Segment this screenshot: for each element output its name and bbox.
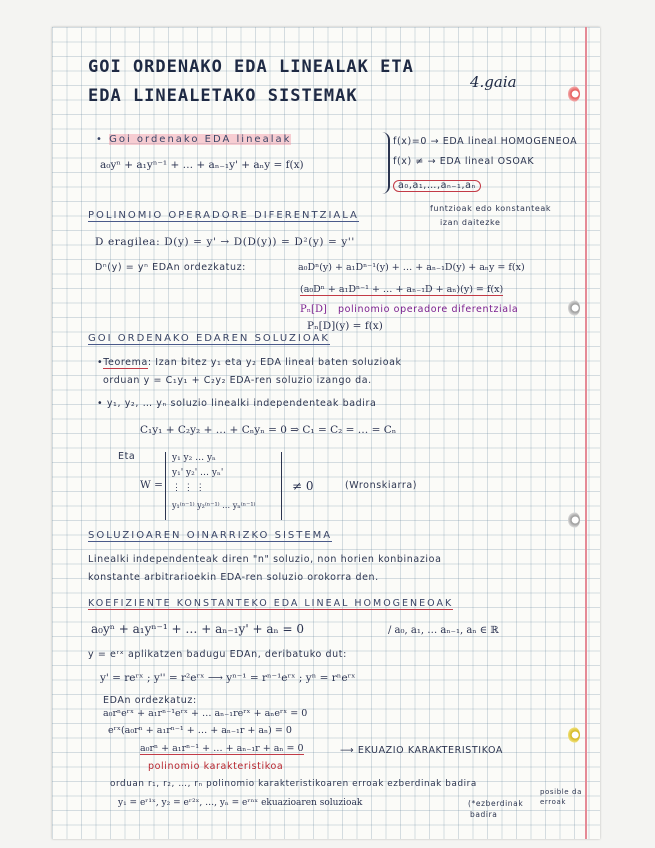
determinant-left-bar [165, 452, 170, 520]
exponential-try-text: y = eʳˣ aplikatzen badugu EDAn, deribatuko dut: [88, 649, 347, 660]
coefficients-note-1: funtzioak edo konstanteak [430, 204, 552, 213]
coefficients-real: / a₀, a₁, … aₙ₋₁, aₙ ∈ ℝ [388, 625, 499, 636]
det-row-2: y₁' y₂' … yₙ' [172, 468, 224, 478]
coefficients-note-2: izan daitezke [440, 218, 501, 227]
page-title-line2: EDA LINEALETAKO SISTEMAK [88, 86, 358, 106]
determinant-right-bar [277, 452, 282, 520]
teorema-label: Teorema [103, 357, 148, 368]
pn-name: polinomio operadore diferentziala [338, 304, 519, 315]
binder-hole [568, 300, 580, 316]
characteristic-equation: a₀rⁿ + a₁rⁿ⁻¹ + … + aₙ₋₁r + aₙ = 0 [140, 743, 304, 754]
general-linear-ode: a₀yⁿ + a₁yⁿ⁻¹ + … + aₙ₋₁y' + aₙy = f(x) [100, 159, 304, 171]
operator-form-boxed: (a₀Dⁿ + a₁Dⁿ⁻¹ + … + aₙ₋₁D + aₙ)(y) = f(x) [300, 284, 504, 295]
characteristic-polynomial-label: polinomio karakteristikoa [148, 761, 284, 772]
section-heading-1-text: Goi ordenako EDA linealak [109, 134, 292, 145]
teorema-line-1: •Teorema: Izan bitez y₁ eta y₂ EDA lineal baten soluzioak [97, 357, 402, 368]
eta-label: Eta [118, 451, 136, 462]
homogeneous-const-ode: a₀yⁿ + a₁yⁿ⁻¹ + … + aₙ₋₁y' + aₙ = 0 [91, 622, 304, 636]
section-heading-5: KOEFIZIENTE KONSTANTEKO EDA LINEAL HOMOGENEOAK [88, 598, 454, 609]
case-complete: f(x) ≠ → EDA lineal OSOAK [393, 156, 535, 167]
fundamental-system-text-1: Linealki independenteak diren "n" soluzio, non horien konbinazioa [88, 554, 442, 565]
section-heading-3: GOI ORDENAKO EDAREN SOLUZIOAK [88, 333, 330, 344]
independence-line: • y₁, y₂, … yₙ soluzio linealki independenteak badira [97, 398, 377, 409]
characteristic-equation-name: EKUAZIO KARAKTERISTIKOA [357, 745, 504, 756]
det-row-3: ⋮ ⋮ ⋮ [172, 483, 205, 493]
side-note-2: erroak [540, 798, 567, 806]
derivatives-line: y' = reʳˣ ; y'' = r²eʳˣ ⟶ yⁿ⁻¹ = rⁿ⁻¹eʳˣ ; yⁿ = rⁿeʳˣ [100, 672, 356, 684]
pn-label: Pₙ[D] [300, 304, 327, 315]
section-heading-2: POLINOMIO OPERADORE DIFERENTZIALA [88, 210, 359, 221]
substitution-label: EDAn ordezkatuz: [103, 695, 197, 706]
page-title-line1: GOI ORDENAKO EDA LINEALAK ETA [88, 57, 414, 77]
distinct-note: (*ezberdinak [468, 799, 524, 808]
teorema-text-2: orduan y = C₁y₁ + C₂y₂ EDA-ren soluzio izango da. [103, 375, 372, 386]
binder-hole [568, 512, 580, 528]
teorema-text-1: : Izan bitez y₁ eta y₂ EDA lineal baten soluzioak [147, 357, 402, 368]
substitution-2: eʳˣ(a₀rⁿ + a₁rⁿ⁻¹ + … + aₙ₋₁r + aₙ) = 0 [108, 725, 292, 736]
wronskian-label: W = [140, 479, 163, 491]
linear-combination: C₁y₁ + C₂y₂ + … + Cₙyₙ = 0 ⇒ C₁ = C₂ = … = Cₙ [140, 424, 397, 436]
case-homogeneous: f(x)=0 → EDA lineal HOMOGENEOA [393, 136, 578, 147]
dn-substitution-expr: a₀Dⁿ(y) + a₁Dⁿ⁻¹(y) + … + aₙ₋₁D(y) + aₙy = f(x) [298, 262, 525, 273]
characteristic-equation-label: ⟶ EKUAZIO KARAKTERISTIKOA [340, 745, 504, 756]
solutions-line: y₁ = eʳ¹ˣ, y₂ = eʳ²ˣ, …, yₙ = eʳⁿˣ ekuazioaren soluzioak [118, 798, 363, 808]
wronskiarra-label: (Wronskiarra) [345, 480, 418, 491]
distinct-note-2: badira [470, 810, 498, 819]
nonzero-sign: ≠ 0 [292, 479, 314, 493]
binder-hole [568, 727, 580, 743]
section-heading-1: • Goi ordenako EDA linealak [96, 134, 292, 145]
independence-text: y₁, y₂, … yₙ soluzio linealki independenteak badira [106, 398, 377, 409]
substitution-1: a₀rⁿeʳˣ + a₁rⁿ⁻¹eʳˣ + … aₙ₋₁reʳˣ + aₙeʳˣ = 0 [103, 708, 308, 719]
coefficients-box: a₀,a₁,…,aₙ₋₁,aₙ [393, 180, 481, 192]
dn-substitution-label: Dⁿ(y) = yⁿ EDAn ordezkatuz: [95, 262, 246, 273]
right-brace [380, 132, 390, 194]
det-row-1: y₁ y₂ … yₙ [172, 453, 216, 463]
chapter-label: 4.gaia [470, 73, 517, 91]
margin-line [585, 27, 587, 839]
pn-equation: Pₙ[D](y) = f(x) [307, 320, 383, 332]
d-operator-line: D eragilea: D(y) = y' → D(D(y)) = D²(y) = y'' [95, 236, 355, 248]
det-row-4: y₁⁽ⁿ⁻¹⁾ y₂⁽ⁿ⁻¹⁾ … yₙ⁽ⁿ⁻¹⁾ [172, 501, 256, 510]
binder-hole [568, 86, 580, 102]
distinct-roots-text: orduan r₁, r₂, …, rₙ polinomio karakteristikoaren erroak ezberdinak badira [110, 779, 477, 789]
fundamental-system-text-2: konstante arbitrarioekin EDA-ren soluzio orokorra den. [88, 572, 379, 583]
side-note-1: posible da [540, 788, 582, 796]
section-heading-4: SOLUZIOAREN OINARRIZKO SISTEMA [88, 530, 333, 541]
